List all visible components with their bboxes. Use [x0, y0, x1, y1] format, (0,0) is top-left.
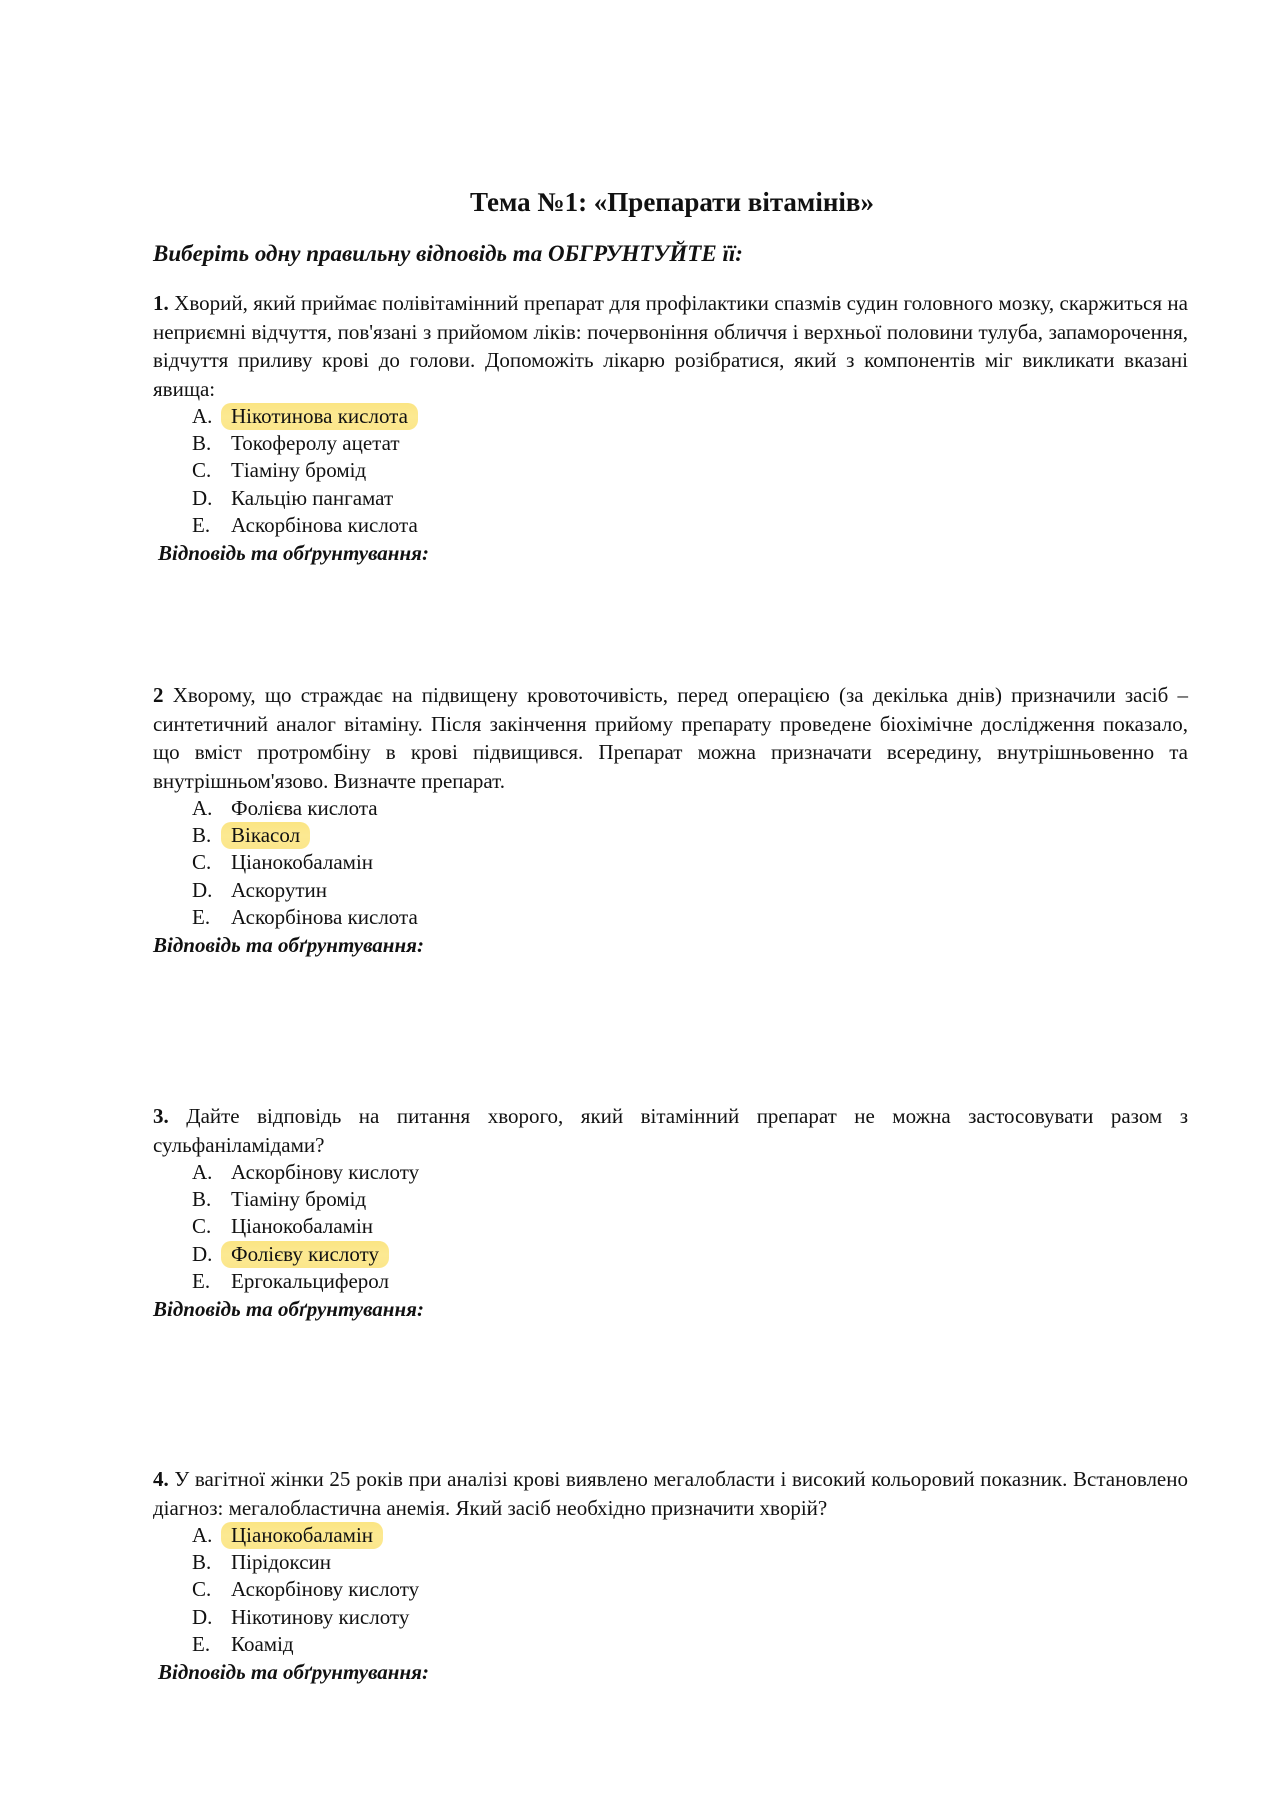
option-text: Коамід	[231, 1631, 294, 1656]
question-1	[153, 289, 1188, 567]
option-text: Аскорутин	[231, 877, 327, 902]
answer-label: Відповідь та обґрунтування:	[158, 1660, 429, 1685]
option-letter: C.	[192, 850, 212, 875]
option-b	[192, 1186, 1188, 1213]
option-e	[192, 1631, 1188, 1658]
option-b	[192, 430, 1188, 457]
option-d	[192, 485, 1188, 512]
instruction-text: Виберіть одну правильну відповідь та ОБГРУНТУЙТЕ її:	[153, 241, 743, 266]
page-title: Тема №1: «Препарати вітамінів»	[470, 187, 874, 217]
option-letter: D.	[192, 1604, 213, 1629]
option-text: Аскорбінова кислота	[231, 904, 418, 929]
option-text: Ціанокобаламін	[231, 850, 374, 875]
option-text: Кальцію пангамат	[231, 485, 394, 510]
option-text: Аскорбінову кислоту	[231, 1577, 420, 1602]
option-text: Аскорбінова кислота	[231, 512, 418, 537]
option-letter: C.	[192, 458, 212, 483]
option-letter: A.	[192, 404, 213, 428]
question-body: У вагітної жінки 25 років при аналізі крові виявлено мегалобласти і високий кольоровий показник. Встановлено діагноз: мегалобластична анемія. Який засіб необхідно призначити хворій?	[153, 1467, 1188, 1520]
answer-label: Відповідь та обґрунтування:	[153, 933, 424, 958]
answer-label: Відповідь та обґрунтування:	[153, 1297, 424, 1322]
option-text: Ергокальциферол	[231, 1268, 389, 1293]
option-text-highlighted: Ціанокобаламін	[221, 1522, 383, 1549]
option-text: Пірідоксин	[231, 1550, 331, 1575]
option-text: Тіаміну бромід	[231, 1187, 367, 1212]
option-letter: A.	[192, 1523, 213, 1547]
option-text-highlighted: Фолієву кислоту	[221, 1241, 389, 1268]
question-number: 2	[153, 683, 164, 707]
option-letter: B.	[192, 1187, 212, 1212]
option-d	[192, 1241, 1188, 1268]
question-3	[153, 1102, 1188, 1323]
option-text: Нікотинову кислоту	[231, 1604, 410, 1629]
option-d	[192, 877, 1188, 904]
options-list	[153, 1522, 1188, 1658]
question-text	[153, 289, 1188, 403]
option-text: Фолієва кислота	[231, 796, 378, 820]
option-text: Токоферолу ацетат	[231, 431, 400, 456]
option-text: Ціанокобаламін	[231, 1214, 374, 1239]
question-number: 4.	[153, 1467, 169, 1491]
option-text-highlighted: Нікотинова кислота	[221, 403, 418, 430]
option-d	[192, 1604, 1188, 1631]
option-letter: E.	[192, 512, 211, 537]
question-4	[153, 1465, 1188, 1686]
option-e	[192, 1268, 1188, 1295]
option-e	[192, 904, 1188, 931]
option-a	[192, 795, 1188, 822]
options-list	[153, 795, 1188, 931]
question-body: Хворому, що страждає на підвищену кровоточивість, перед операцією (за декілька днів) призначили засіб – синтетичний аналог вітаміну. Після закінчення прийому препарату проведене біохімічне дослідження показало, що вміст протромбіну в крові підвищився. Препарат можна призначати всередину, внутрішньовенно та внутрішньом'язово. Визначте препарат.	[153, 683, 1188, 793]
option-text-highlighted: Вікасол	[221, 822, 310, 849]
option-letter: B.	[192, 431, 212, 456]
question-text	[153, 681, 1188, 795]
option-b	[192, 1549, 1188, 1576]
question-body: Хворий, який приймає полівітамінний препарат для профілактики спазмів судин головного мозку, скаржиться на неприємні відчуття, пов'язані з прийомом ліків: почервоніння обличчя і верхньої половини тулуба, запаморочення, відчуття приливу крові до голови. Допоможіть лікарю розібратися, який з компонентів міг викликати вказані явища:	[153, 291, 1188, 401]
option-letter: D.	[192, 1241, 213, 1266]
option-letter: B.	[192, 823, 212, 848]
option-a	[192, 403, 1188, 430]
option-letter: D.	[192, 485, 213, 510]
question-number: 3.	[153, 1104, 169, 1128]
option-c	[192, 1576, 1188, 1603]
option-letter: A.	[192, 1160, 213, 1184]
options-list	[153, 1159, 1188, 1295]
option-letter: C.	[192, 1577, 212, 1602]
question-body: Дайте відповідь на питання хворого, який вітамінний препарат не можна застосовувати разом з сульфаніламідами?	[153, 1104, 1188, 1157]
question-text	[153, 1102, 1188, 1159]
option-letter: A.	[192, 796, 213, 820]
answer-label: Відповідь та обґрунтування:	[158, 541, 429, 566]
option-c	[192, 1213, 1188, 1240]
option-b	[192, 822, 1188, 849]
option-a	[192, 1159, 1188, 1186]
option-c	[192, 457, 1188, 484]
option-text: Тіаміну бромід	[231, 458, 367, 483]
question-text	[153, 1465, 1188, 1522]
option-letter: E.	[192, 904, 211, 929]
option-letter: E.	[192, 1631, 211, 1656]
option-letter: C.	[192, 1214, 212, 1239]
option-e	[192, 512, 1188, 539]
option-letter: B.	[192, 1550, 212, 1575]
option-text: Аскорбінову кислоту	[231, 1160, 420, 1184]
option-letter: D.	[192, 877, 213, 902]
option-c	[192, 849, 1188, 876]
question-number: 1.	[153, 291, 169, 315]
question-2	[153, 681, 1188, 959]
options-list	[153, 403, 1188, 539]
option-a	[192, 1522, 1188, 1549]
option-letter: E.	[192, 1268, 211, 1293]
